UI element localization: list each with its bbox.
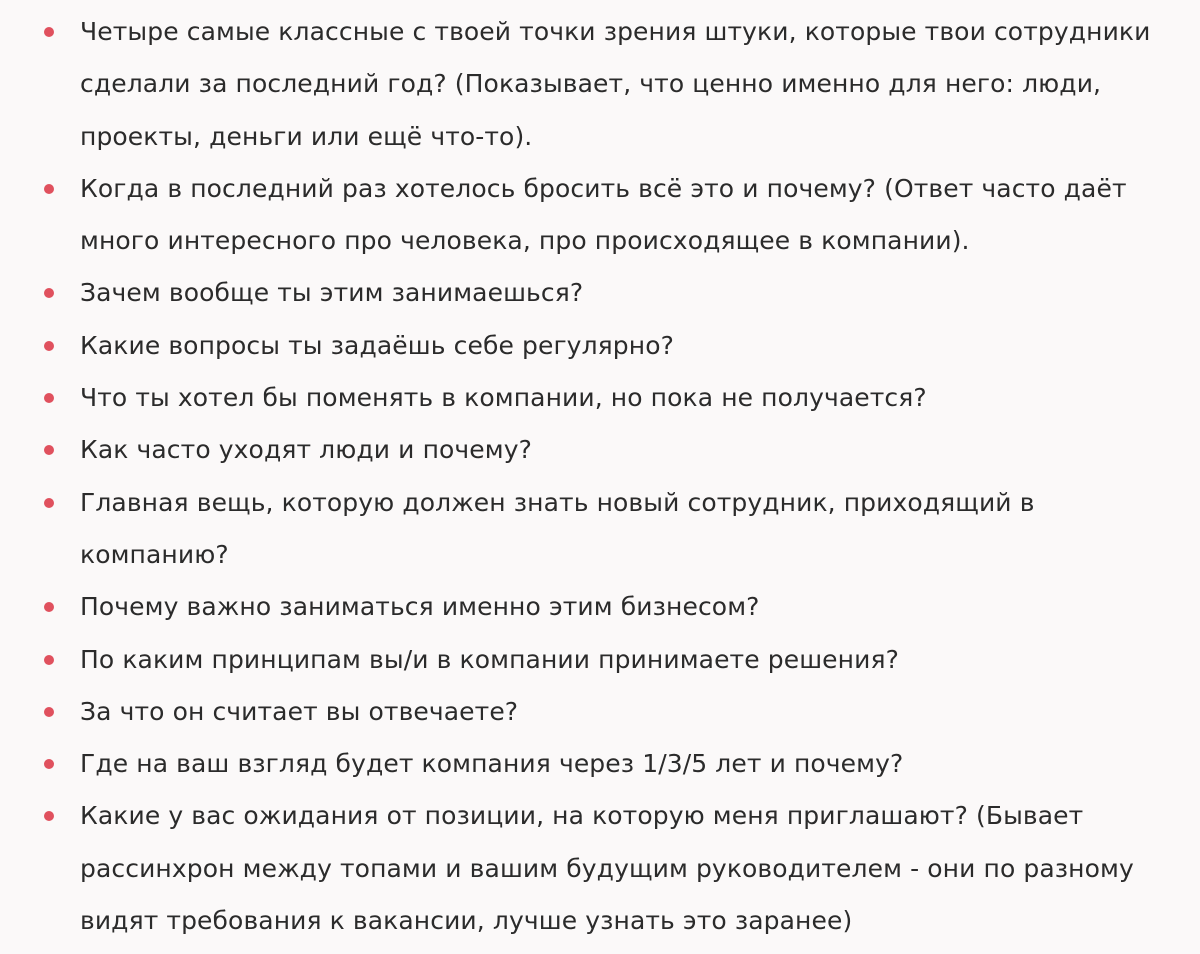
bullet-dot-icon	[44, 707, 54, 717]
bullet-dot-icon	[44, 27, 54, 37]
list-item	[80, 6, 1160, 163]
list-item-text: Когда в последний раз хотелось бросить всё это и почему? (Ответ часто даёт много интересного про человека, про происходящее в компании).	[80, 173, 1127, 256]
list-item	[80, 424, 1160, 476]
list-item-text: Какие у вас ожидания от позиции, на которую меня приглашают? (Бывает рассинхрон между топами и вашим будущим руководителем - они по разному видят требования к вакансии, лучше узнать это заранее)	[80, 801, 1134, 936]
list-item-text: Главная вещь, которую должен знать новый сотрудник, приходящий в компанию?	[80, 487, 1035, 569]
list-item-text: Где на ваш взгляд будет компания через 1/3/5 лет и почему?	[80, 749, 904, 779]
bullet-dot-icon	[44, 759, 54, 769]
bullet-dot-icon	[44, 602, 54, 612]
list-item	[80, 790, 1160, 947]
question-list	[0, 6, 1200, 947]
list-item-text: За что он считает вы отвечаете?	[80, 696, 519, 726]
bullet-dot-icon	[44, 393, 54, 403]
list-item-text: Как часто уходят люди и почему?	[80, 435, 532, 465]
list-item	[80, 267, 1160, 319]
bullet-dot-icon	[44, 445, 54, 455]
list-item	[80, 320, 1160, 372]
list-item	[80, 738, 1160, 790]
bullet-dot-icon	[44, 288, 54, 298]
bullet-dot-icon	[44, 341, 54, 351]
bullet-dot-icon	[44, 498, 54, 508]
list-item	[80, 686, 1160, 738]
bullet-dot-icon	[44, 655, 54, 665]
list-item-text: Зачем вообще ты этим занимаешься?	[80, 278, 584, 308]
list-item	[80, 477, 1160, 582]
bullet-dot-icon	[44, 811, 54, 821]
list-item-text: Четыре самые классные с твоей точки зрения штуки, которые твои сотрудники сделали за последний год? (Показывает, что ценно именно для него: люди, проекты, деньги или ещё что-то).	[80, 17, 1151, 151]
list-item-text: Что ты хотел бы поменять в компании, но пока не получается?	[80, 383, 927, 413]
list-item	[80, 372, 1160, 424]
list-item	[80, 163, 1160, 268]
bullet-dot-icon	[44, 184, 54, 194]
list-item-text: Какие вопросы ты задаёшь себе регулярно?	[80, 330, 674, 360]
list-item-text: Почему важно заниматься именно этим бизнесом?	[80, 592, 760, 622]
list-item	[80, 581, 1160, 633]
list-item	[80, 634, 1160, 686]
list-item-text: По каким принципам вы/и в компании принимаете решения?	[80, 644, 899, 674]
